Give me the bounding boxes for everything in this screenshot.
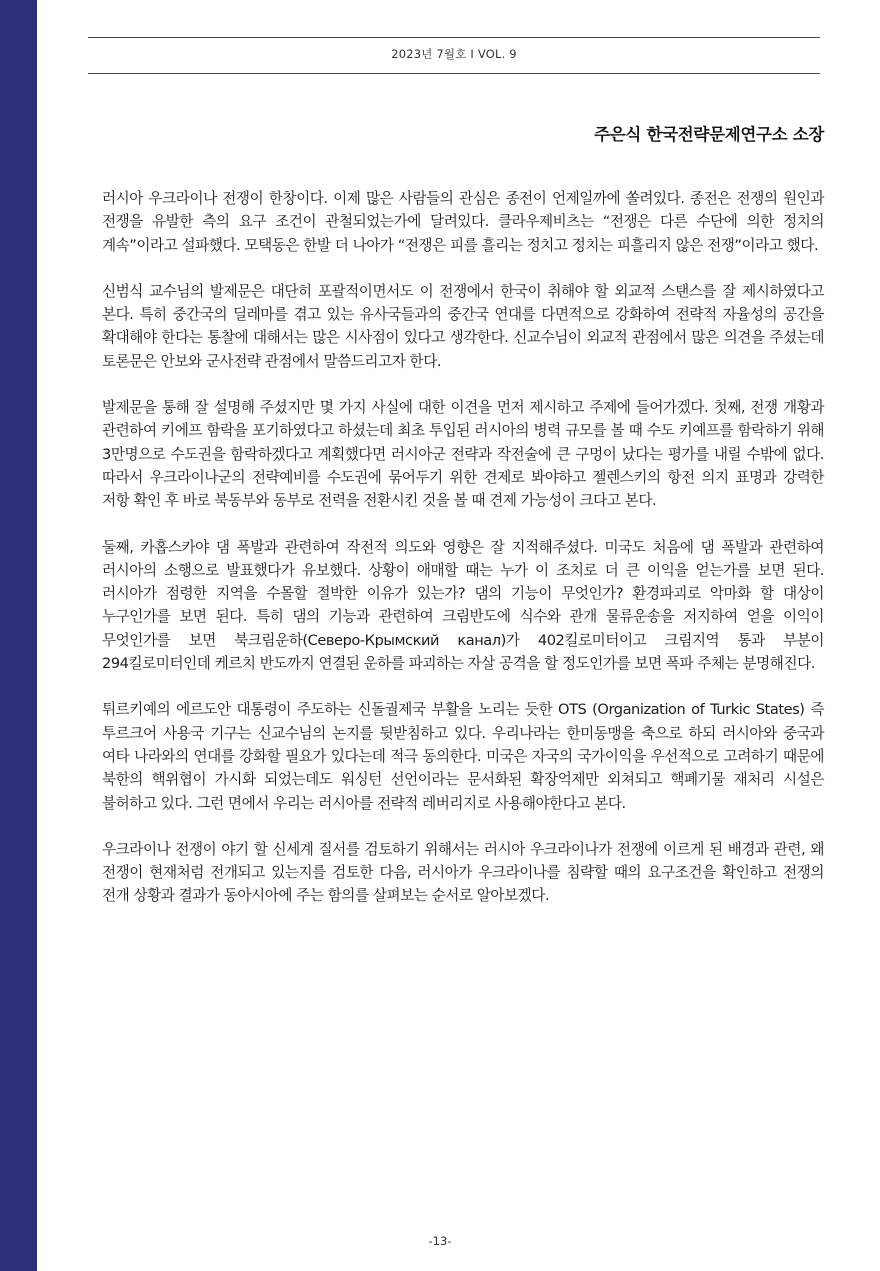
header-top-rule xyxy=(88,37,820,38)
page-number: -13- xyxy=(428,1234,452,1248)
paragraph-1: 러시아 우크라이나 전쟁이 한창이다. 이제 많은 사람들의 관심은 종전이 언제일까에 쏠려있다. 종전은 전쟁의 원인과 전쟁을 유발한 측의 요구 조건이 관철되었는가에 달려있다. 클라우제비츠는 “전쟁은 다른 수단에 의한 정치의 계속”이라고 설파했다. 모택동은 한발 더 나아가 “전쟁은 피를 흘리는 정치고 정치는 피흘리지 않은 전쟁”이라고 했다. xyxy=(102,190,824,254)
paragraph-3: 발제문을 통해 잘 설명해 주셨지만 몇 가지 사실에 대한 이견을 먼저 제시하고 주제에 들어가겠다. 첫째, 전쟁 개황과 관련하여 키에프 함락을 포기하였다고 하셨는데 최초 투입된 러시아의 병력 규모를 볼 때 수도 키예프를 함락하기 위해 3만명으로 수도권을 함락하겠다고 계획했다면 러시아군 전략과 작전술에 큰 구멍이 났다는 평가를 내릴 수밖에 없다. 따라서 우크라이나군의 전략예비를 수도권에 묶어두기 위한 견제로 봐야하고 젤렌스키의 항전 의지 표명과 강력한 저항 확인 후 바로 북동부와 동부로 전력을 전환시킨 것을 볼 때 견제 가능성이 크다고 본다. xyxy=(102,399,824,510)
side-accent-bar xyxy=(0,0,37,1271)
issue-label: 2023년 7월호 I VOL. 9 xyxy=(391,47,517,61)
paragraph-5: 튀르키예의 에르도안 대통령이 주도하는 신돌궐제국 부활을 노리는 듯한 OTS (Organization of Turkic States) 즉 투르크어 사용국 기구는 신교수님의 논지를 뒷받침하고 있다. 우리나라는 한미동맹을 축으로 하되 러시아와 중국과 여타 나라와의 연대를 강화할 필요가 있다는데 적극 동의한다. 미국은 자국의 국가이익을 우선적으로 고려하기 때문에 북한의 핵위협이 가시화 되었는데도 워싱턴 선언이라는 문서화된 확장억제만 외쳐되고 핵폐기물 재처리 시설은 불허하고 있다. 그런 면에서 우리는 러시아를 전략적 레버리지로 사용해야한다고 본다. xyxy=(102,701,824,812)
paragraph-4: 둘째, 카홉스카야 댐 폭발과 관련하여 작전적 의도와 영향은 잘 지적해주셨다. 미국도 처음에 댐 폭발과 관련하여 러시아의 소행으로 발표했다가 유보했다. 상황이 애매할 때는 누가 이 조치로 더 큰 이익을 얻는가를 보면 된다. 러시아가 점령한 지역을 수몰할 절박한 이유가 있는가? 댐의 기능이 무엇인가? 환경파괴로 악마화 할 대상이 누구인가를 보면 된다. 특히 댐의 기능과 관련하여 크림반도에 식수와 관개 물류운송을 저지하여 얻을 이익이 무엇인가를 보면 북크림운하(Северо-Крымский канал)가 402킬로미터이고 크림지역 통과 부분이 294킬로미터인데 케르치 반도까지 연결된 운하를 파괴하는 자살 공격을 할 정도인가를 보면 폭파 주체는 분명해진다. xyxy=(102,538,824,673)
paragraph-2: 신범식 교수님의 발제문은 대단히 포괄적이면서도 이 전쟁에서 한국이 취해야 할 외교적 스탠스를 잘 제시하였다고 본다. 특히 중간국의 딜레마를 겪고 있는 유사국들과의 중간국 연대를 다면적으로 강화하여 전략적 자율성의 공간을 확대해야 한다는 통찰에 대해서는 많은 시사점이 있다고 생각한다. 신교수님이 외교적 관점에서 많은 의견을 주셨는데 토론문은 안보와 군사전략 관점에서 말씀드리고자 한다. xyxy=(102,282,824,370)
author-byline: 주은식 한국전략문제연구소 소장 xyxy=(594,125,824,144)
article-body xyxy=(102,187,824,931)
header-bottom-rule xyxy=(88,73,820,74)
paragraph-6: 우크라이나 전쟁이 야기 할 신세계 질서를 검토하기 위해서는 러시아 우크라이나가 전쟁에 이르게 된 배경과 관련, 왜 전쟁이 현재처럼 전개되고 있는지를 검토한 다음, 러시아가 우크라이나를 침략할 때의 요구조건을 확인하고 전쟁의 전개 상황과 결과가 동아시아에 주는 함의를 살펴보는 순서로 알아보겠다. xyxy=(102,840,824,905)
